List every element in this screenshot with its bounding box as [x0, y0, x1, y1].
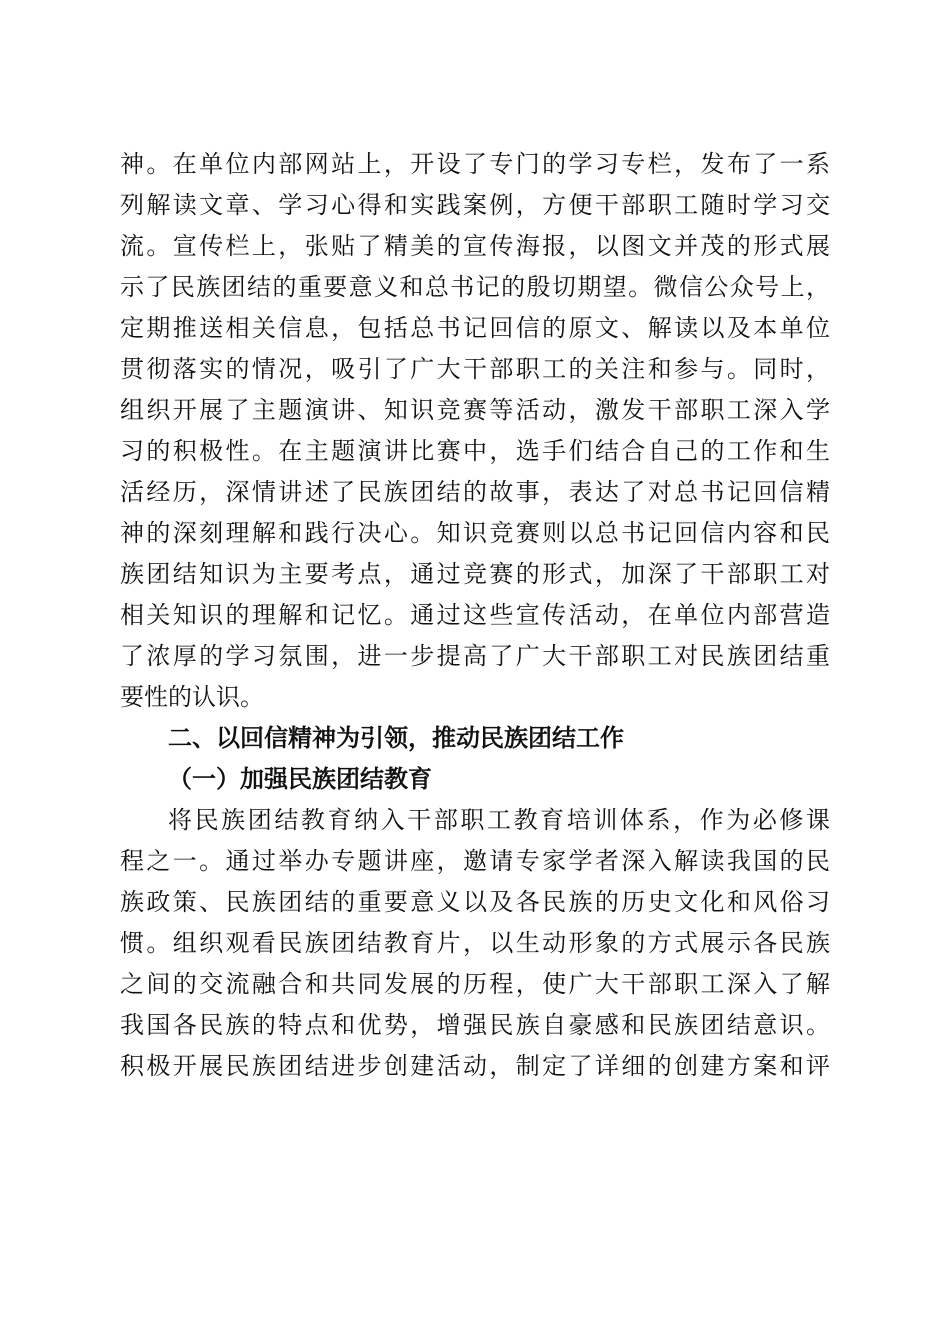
paragraph-1-line-2: 列解读文章、学习心得和实践案例，方便干部职工随时学习交	[120, 191, 830, 219]
paragraph-2-line-6: 我国各民族的特点和优势，增强民族自豪感和民族团结意识。	[120, 1011, 830, 1039]
paragraph-1-line-10: 神的深刻理解和践行决心。知识竞赛则以总书记回信内容和民	[120, 519, 830, 547]
paragraph-1-line-7: 组织开展了主题演讲、知识竞赛等活动，激发干部职工深入学	[120, 396, 830, 424]
paragraph-1-line-6: 贯彻落实的情况，吸引了广大干部职工的关注和参与。同时，	[120, 355, 830, 383]
paragraph-1-line-1: 神。在单位内部网站上，开设了专门的学习专栏，发布了一系	[120, 150, 830, 178]
paragraph-1-line-3: 流。宣传栏上，张贴了精美的宣传海报，以图文并茂的形式展	[120, 232, 830, 260]
paragraph-1-line-9: 活经历，深情讲述了民族团结的故事，表达了对总书记回信精	[120, 478, 830, 506]
body-text	[120, 144, 830, 1087]
paragraph-1-line-13: 了浓厚的学习氛围，进一步提高了广大干部职工对民族团结重	[120, 642, 830, 670]
paragraph-1-line-14: 要性的认识。	[120, 683, 264, 711]
paragraph-1-line-8: 习的积极性。在主题演讲比赛中，选手们结合自己的工作和生	[120, 437, 830, 465]
paragraph-2-line-5: 之间的交流融合和共同发展的历程，使广大干部职工深入了解	[120, 970, 830, 998]
section-heading-2: 二、以回信精神为引领，推动民族团结工作	[168, 724, 624, 752]
paragraph-1-line-11: 族团结知识为主要考点，通过竞赛的形式，加深了干部职工对	[120, 560, 830, 588]
paragraph-2-line-2: 程之一。通过举办专题讲座，邀请专家学者深入解读我国的民	[120, 847, 830, 875]
paragraph-1-line-12: 相关知识的理解和记忆。通过这些宣传活动，在单位内部营造	[120, 601, 830, 629]
paragraph-1-line-5: 定期推送相关信息，包括总书记回信的原文、解读以及本单位	[120, 314, 830, 342]
paragraph-1-line-4: 示了民族团结的重要意义和总书记的殷切期望。微信公众号上，	[120, 273, 830, 301]
paragraph-2-line-4: 惯。组织观看民族团结教育片，以生动形象的方式展示各民族	[120, 929, 830, 957]
paragraph-2-line-7: 积极开展民族团结进步创建活动，制定了详细的创建方案和评	[120, 1052, 830, 1080]
paragraph-2-line-1: 将民族团结教育纳入干部职工教育培训体系，作为必修课	[168, 806, 830, 834]
paragraph-2-line-3: 族政策、民族团结的重要意义以及各民族的历史文化和风俗习	[120, 888, 830, 916]
subsection-heading-1: （一）加强民族团结教育	[168, 764, 432, 793]
